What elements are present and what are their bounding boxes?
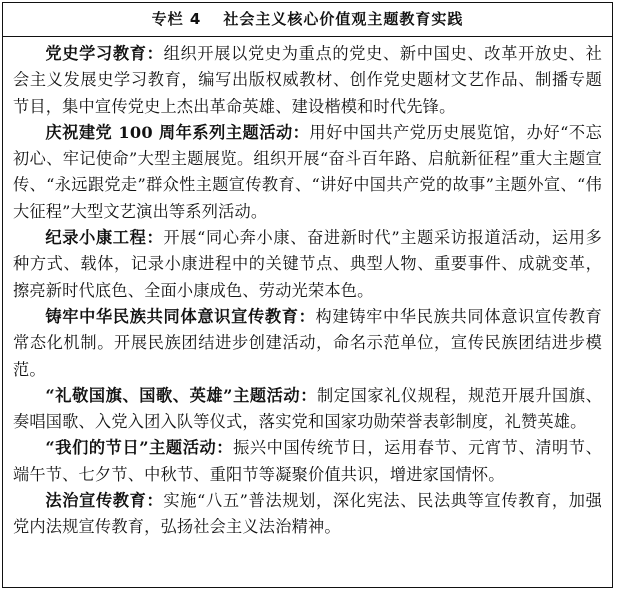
paragraph-lead: 铸牢中华民族共同体意识宣传教育： [45,306,316,326]
paragraph-text: 实施“八五”普法规划，深化宪法、民法典等宣传教育，加强党内法规宣传教育，弘扬社会主义法治精神。 [13,491,602,537]
paragraph-text: 用好中国共产党历史展览馆，办好“不忘初心、牢记使命”大型主题展览。组织开展“奋斗百年路、启航新征程”重大主题宣传、“永远跟党走”群众性主题宣传教育、“讲好中国共产党的故事”主题外宣、“伟大征程”大型文艺演出等系列活动。 [13,122,602,221]
column-label: 专栏 4 [151,10,202,28]
paragraph-flag-anthem-heroes [13,383,602,436]
paragraph-party-history [13,41,602,120]
paragraph-lead: 法治宣传教育： [45,491,164,511]
column-box [2,2,613,588]
paragraph-text: 开展“同心奔小康、奋进新时代”主题采访报道活动，运用多种方式、载体，记录小康进程中的关键节点、典型人物、重要事件、成就变革，擦亮新时代底色、全面小康成色、劳动光荣本色。 [13,228,602,300]
paragraph-lead: “我们的节日”主题活动： [45,438,234,458]
paragraph-text: 振兴中国传统节日，运用春节、元宵节、清明节、端午节、七夕节、中秋节、重阳节等凝聚价值共识，增进家国情怀。 [13,438,602,484]
paragraph-our-festivals [13,435,602,488]
paragraph-xiaokang [13,225,602,304]
paragraph-centenary [13,120,602,225]
column-header [3,3,612,37]
paragraph-lead: 庆祝建党 100 周年系列主题活动： [45,122,310,142]
paragraph-nation-community [13,304,602,383]
paragraph-lead: 纪录小康工程： [45,228,164,248]
paragraph-lead: 党史学习教育： [45,44,164,63]
paragraph-text: 组织开展以党史为重点的党史、新中国史、改革开放史、社会主义发展史学习教育，编写出版权威教材、创作党史题材文艺作品、制播专题节目，集中宣传党史上杰出革命英雄、建设楷模和时代先锋。 [13,44,602,116]
paragraph-text: 制定国家礼仪规程，规范开展升国旗、奏唱国歌、入党入团入队等仪式，落实党和国家功勋荣誉表彰制度，礼赞英雄。 [13,385,602,432]
column-title: 社会主义核心价值观主题教育实践 [223,10,464,28]
paragraph-rule-of-law [13,488,602,541]
paragraph-lead: “礼敬国旗、国歌、英雄”主题活动： [45,385,318,405]
paragraph-text: 构建铸牢中华民族共同体意识宣传教育常态化机制。开展民族团结进步创建活动，命名示范单位，宣传民族团结进步模范。 [13,306,602,379]
column-content [3,37,612,541]
